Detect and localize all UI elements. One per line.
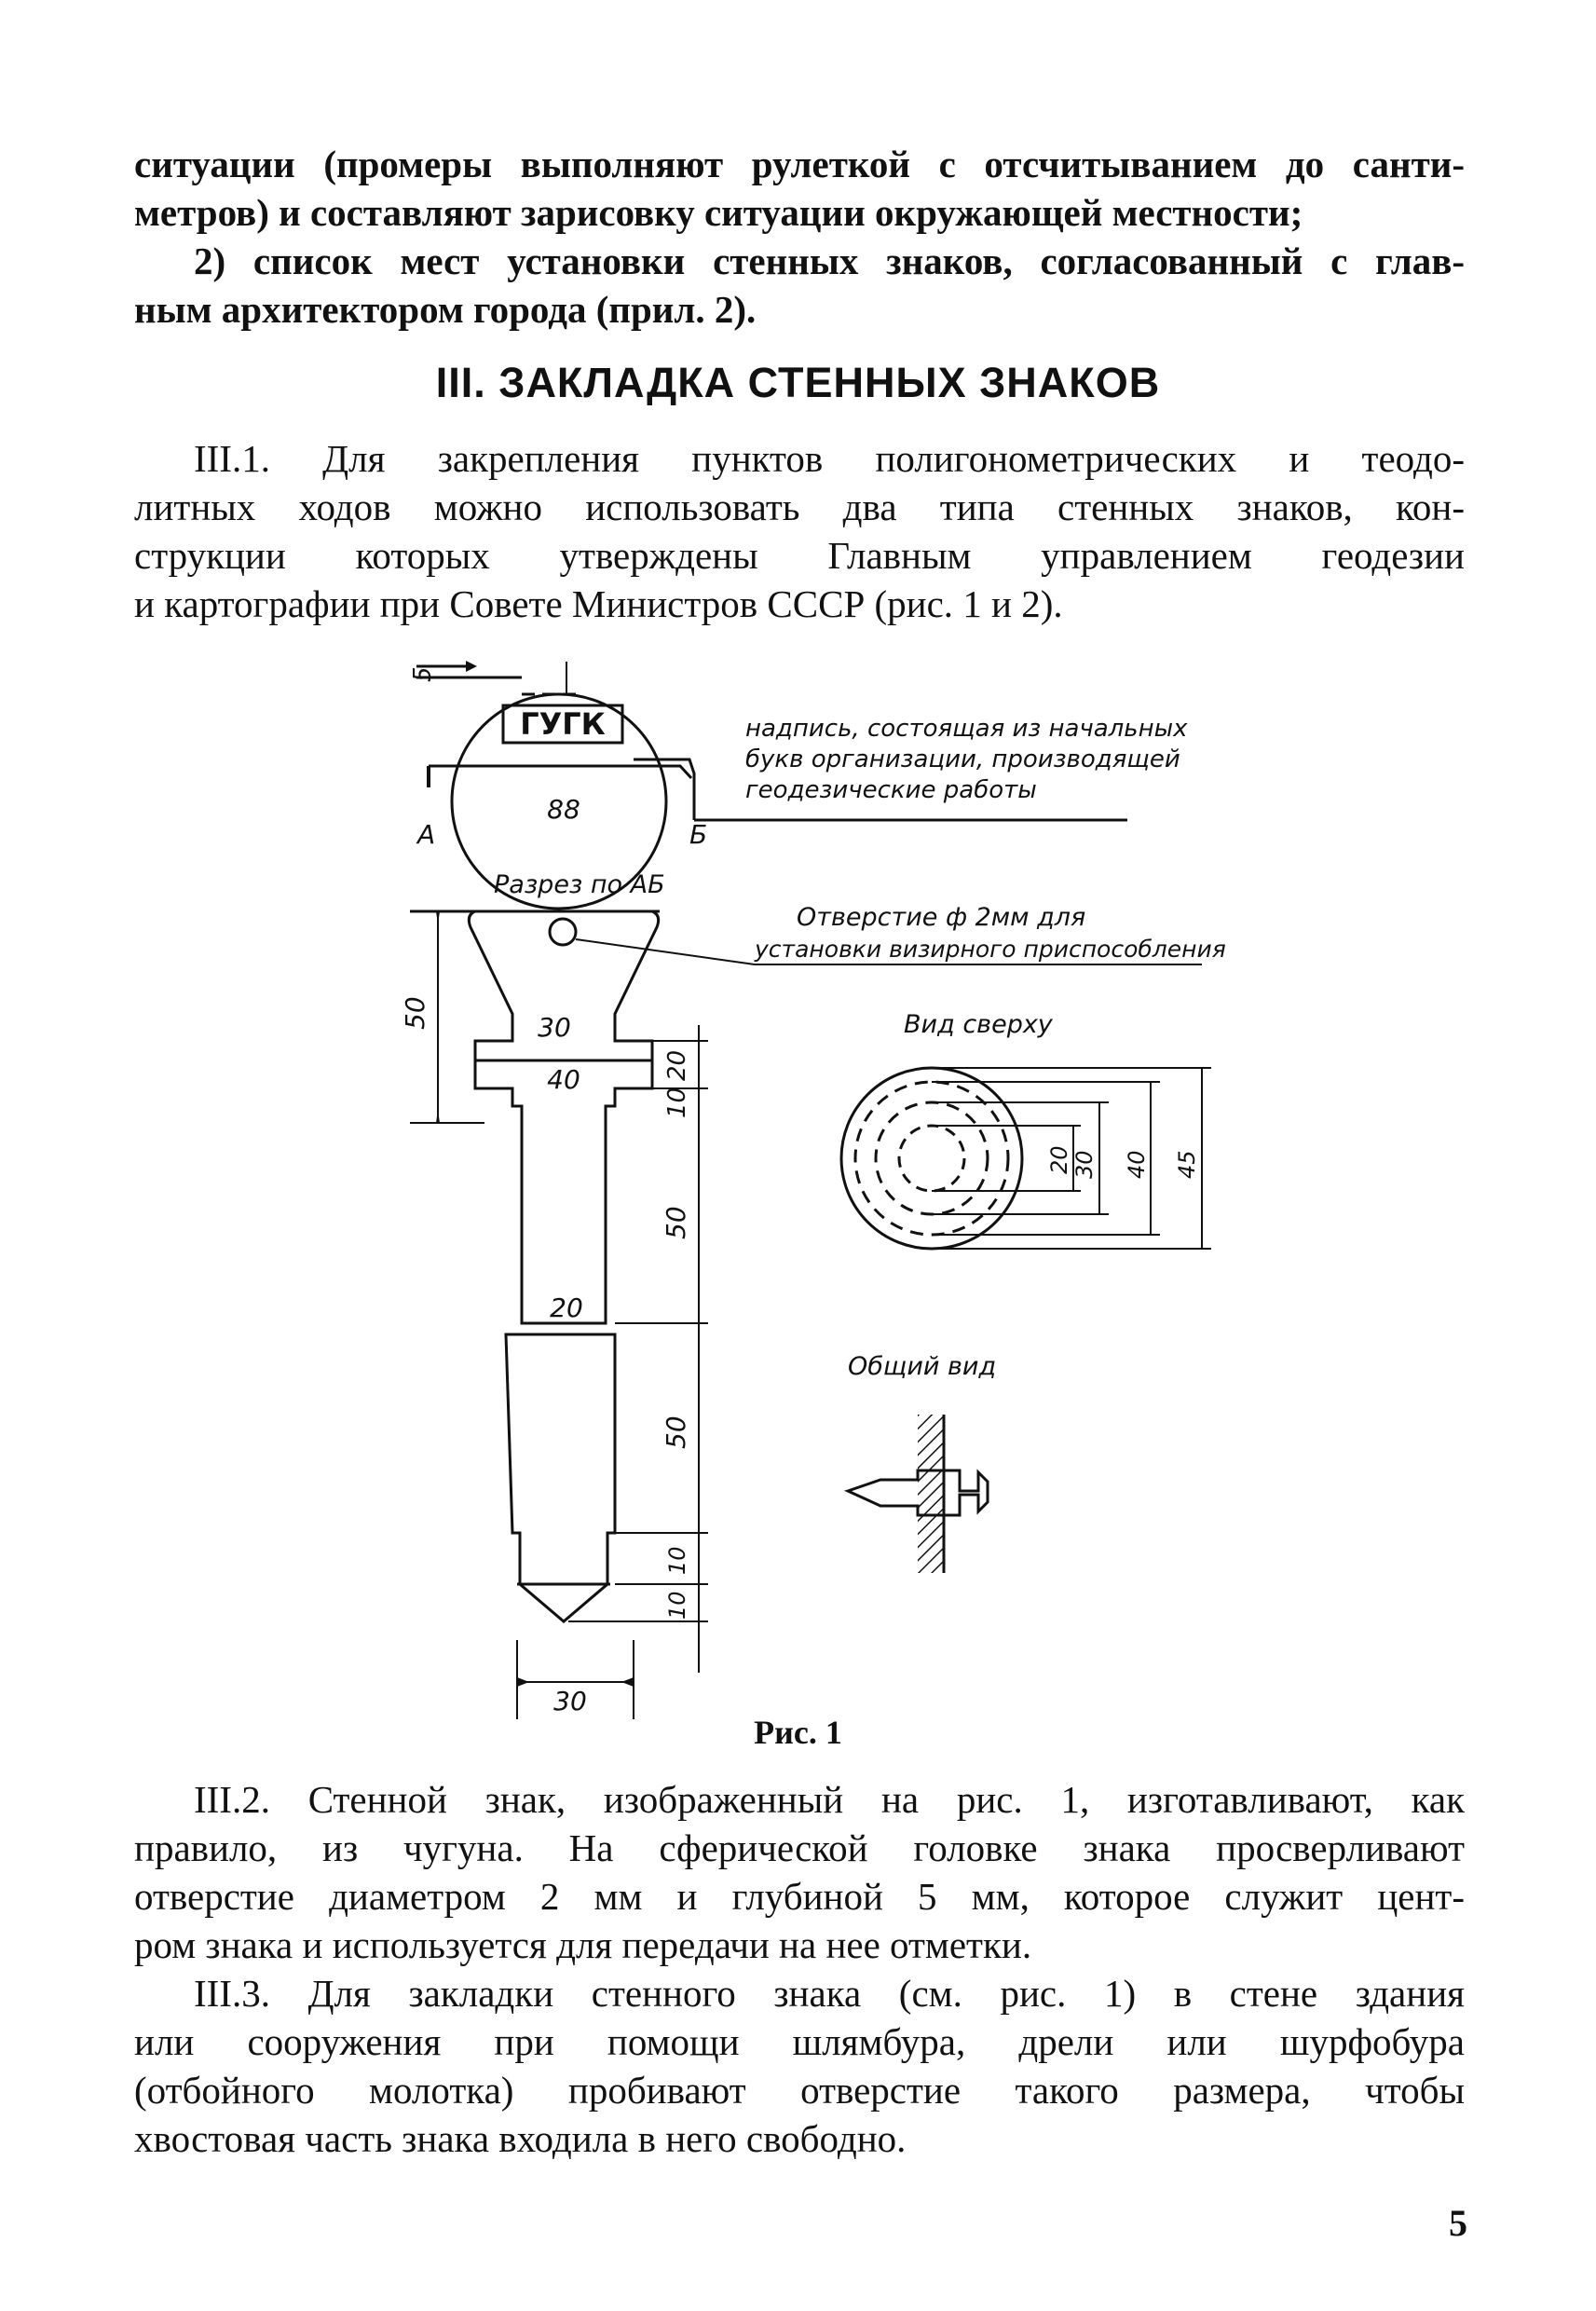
text-line: ситуации (промеры выполняют рулеткой с отсчитыванием до санти- xyxy=(134,143,1465,185)
general-view-title: Общий вид xyxy=(848,1352,997,1381)
section-line-b xyxy=(634,759,694,820)
dim-shaft-20: 20 xyxy=(550,1292,583,1323)
dim-head-30: 30 xyxy=(538,1012,571,1043)
sight-hole xyxy=(550,919,576,945)
text-line: метров) и составляют зарисовку ситуации окружающей местности; xyxy=(134,191,1303,234)
note-hole-line: установки визирного приспособления xyxy=(755,936,1226,963)
dim-tv-30: 30 xyxy=(1071,1150,1098,1179)
dim-tail-10: 10 xyxy=(664,1591,690,1620)
dim-tail-10: 10 xyxy=(664,1546,690,1575)
top-view-dashed-circle xyxy=(899,1126,964,1191)
note-hole-line: Отверстие ф 2мм для xyxy=(797,903,1086,932)
paragraph-iii-3 xyxy=(134,1969,1465,2163)
paragraph-iii-2 xyxy=(134,1775,1465,1969)
text-line: 2) список мест установки стенных знаков, согласованный с глав- xyxy=(194,239,1465,282)
dim-side-20: 20 xyxy=(663,1049,691,1081)
tail-outline xyxy=(506,1334,615,1621)
text-line: ным архитектором города (прил. 2). xyxy=(134,288,757,331)
note-inscription-line: букв организации, производящей xyxy=(745,745,1180,773)
dim-tv-20: 20 xyxy=(1046,1145,1072,1174)
leader-line xyxy=(576,939,755,964)
arrow-head xyxy=(517,1677,529,1687)
arrow-head xyxy=(621,1677,634,1687)
text-line: ром знака и используется для передачи на нее отметки. xyxy=(134,1923,1032,1966)
plate-number: 88 xyxy=(547,794,580,825)
figure-caption: Рис. 1 xyxy=(754,1714,842,1751)
text-line: хвостовая часть знака входила в него свободно. xyxy=(134,2117,907,2160)
section-title: Разрез по АБ xyxy=(494,870,665,899)
dim-shaft-50: 50 xyxy=(661,1206,691,1239)
note-inscription-line: надпись, состоящая из начальных xyxy=(745,715,1188,743)
text-line: правило, из чугуна. На сферической головке знака просверливают xyxy=(134,1826,1465,1869)
plate-text: ГУГК xyxy=(520,706,606,742)
dim-tv-45: 45 xyxy=(1174,1150,1200,1179)
arrow-head xyxy=(436,1110,440,1123)
text-line: III.2. Стенной знак, изображенный на рис. 1, изготавливают, как xyxy=(194,1778,1465,1821)
dim-neck-40: 40 xyxy=(547,1064,580,1095)
note-inscription-line: геодезические работы xyxy=(745,776,1037,804)
section-heading: III. ЗАКЛАДКА СТЕННЫХ ЗНАКОВ xyxy=(435,359,1161,406)
dim-tv-40: 40 xyxy=(1124,1150,1150,1179)
text-line: литных ходов можно использовать два типа стенных знаков, кон- xyxy=(134,485,1465,528)
text-line: отверстие диаметром 2 мм и глубиной 5 мм, которое служит цент- xyxy=(134,1875,1465,1918)
top-view-dashed-circle xyxy=(876,1102,988,1214)
text-line: и картографии при Совете Министров СССР (рис. 1 и 2). xyxy=(134,582,1063,625)
arrow-head xyxy=(466,661,477,672)
text-line: струкции которых утверждены Главным управлением геодезии xyxy=(134,534,1465,577)
top-view-dashed-circle xyxy=(855,1082,1008,1235)
text-line: III.1. Для закрепления пунктов полигонометрических и теодо- xyxy=(194,437,1465,480)
text-line: (отбойного молотка) пробивают отверстие такого размера, чтобы xyxy=(134,2069,1465,2112)
dim-side-10: 10 xyxy=(663,1087,691,1118)
section-line-a xyxy=(429,766,691,778)
top-view-title: Вид сверху xyxy=(904,1010,1053,1039)
top-view-outer-circle xyxy=(841,1068,1022,1249)
section-mark-a: А xyxy=(417,819,436,850)
dim-top-5: 5 xyxy=(409,666,437,682)
dim-bottom-30: 30 xyxy=(553,1686,587,1716)
arrow-head xyxy=(436,911,440,924)
text-line: или сооружения при помощи шлямбура, дрели или шурфобура xyxy=(134,2020,1465,2063)
wall-hatch xyxy=(918,1415,944,1573)
body-outline xyxy=(469,911,658,1323)
dim-left-50: 50 xyxy=(400,996,430,1030)
section-mark-b: Б xyxy=(689,819,708,850)
dim-tail-50: 50 xyxy=(661,1415,691,1449)
page-number: 5 xyxy=(1449,2202,1467,2244)
text-line: III.3. Для закладки стенного знака (см. рис. 1) в стене здания xyxy=(194,1972,1465,2015)
